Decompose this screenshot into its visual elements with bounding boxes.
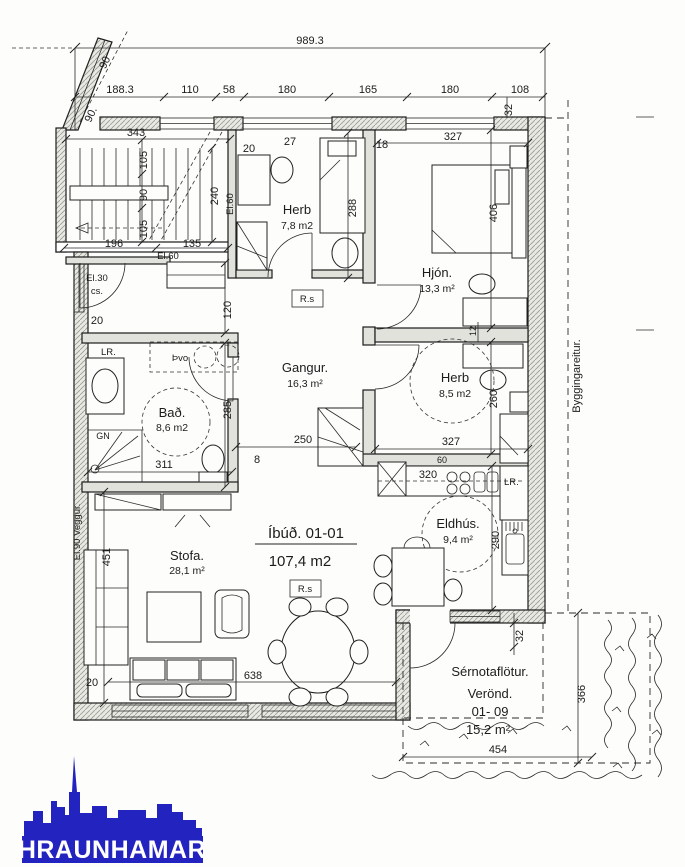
dim-327-hjon: 327	[443, 131, 463, 143]
dim-196: 196	[104, 238, 124, 250]
brand-logo	[18, 756, 206, 864]
dim-180b: 180	[440, 84, 460, 96]
herb2-furniture	[410, 339, 528, 463]
dim-108: 108	[510, 84, 530, 96]
room-hjon-name: Hjón.	[421, 265, 453, 280]
brand-name: HRAUNHAMAR	[17, 836, 207, 864]
logo-skyline	[24, 756, 202, 838]
dim-250: 250	[293, 434, 313, 446]
dim-366: 366	[576, 684, 588, 704]
entry	[80, 262, 225, 308]
veranda-label: Sérnotaflötur.	[451, 664, 529, 679]
dim-20-bad: 20	[90, 315, 104, 327]
lr-eldhus-label: LR.	[504, 477, 519, 488]
dim-285: 285	[222, 400, 234, 420]
room-herb2-area: 8,5 m2	[438, 388, 472, 400]
room-stofa-area: 28,1 m²	[169, 565, 205, 577]
room-eldhus-area: 9,4 m²	[443, 534, 473, 546]
dim-12: 12	[468, 325, 478, 337]
top-windows	[160, 118, 494, 129]
veranda-area: 15,2 m²	[465, 722, 511, 737]
dim-105a: 105	[138, 150, 150, 170]
dim-60: 60	[436, 455, 448, 465]
veranda-name: Verönd.	[467, 686, 513, 701]
room-herb1-name: Herb	[282, 202, 312, 217]
rs-label-1: R.s	[299, 294, 315, 305]
dim-110: 110	[181, 84, 199, 96]
veranda-labels	[451, 664, 528, 737]
dim-260: 260	[488, 389, 500, 409]
el60-h-label: El.60	[157, 251, 179, 262]
thvo-label: Þvo	[171, 353, 189, 364]
lr-bad-label: LR.	[101, 347, 116, 358]
room-stofa-name: Stofa.	[170, 548, 204, 563]
dim-240: 240	[209, 186, 221, 206]
dim-638: 638	[243, 670, 263, 682]
dim-105b: 105	[138, 219, 150, 239]
dim-290: 290	[490, 530, 502, 550]
dim-180a: 180	[277, 84, 297, 96]
room-herb2-name: Herb	[440, 370, 470, 385]
hjon-furniture	[432, 146, 527, 326]
dim-327-herb2: 327	[441, 436, 461, 448]
el60-v-label: El.60	[225, 193, 236, 215]
room-gangur-name: Gangur.	[281, 360, 329, 375]
dim-90-diag1: 90	[97, 54, 114, 71]
dim-120: 120	[222, 300, 234, 320]
dim-20-herb: 20	[242, 143, 256, 155]
room-eldhus-name: Eldhús.	[436, 516, 480, 531]
dim-343: 343	[126, 127, 146, 139]
hall-closet	[318, 408, 363, 466]
el30-label: El.30	[86, 273, 108, 284]
dim-90-stair: 90	[138, 188, 150, 202]
veranda-id: 01- 09	[471, 704, 509, 719]
rs-label-2: R.s	[297, 584, 313, 595]
room-herb1-area: 7,8 m2	[280, 220, 314, 232]
dim-27: 27	[283, 136, 297, 148]
dim-406: 406	[488, 203, 500, 223]
dim-58: 58	[222, 84, 236, 96]
dim-454: 454	[488, 744, 508, 756]
dim-8: 8	[253, 454, 261, 466]
dim-320: 320	[418, 469, 438, 481]
dim-32-door: 32	[514, 629, 526, 643]
gn-label: GN	[96, 431, 110, 441]
room-bad-area: 8,6 m2	[155, 422, 189, 434]
el90-label: El.90 Veggur.	[72, 503, 83, 561]
dim-288: 288	[347, 198, 359, 218]
byggingareitur-label: Byggingareitur.	[571, 339, 583, 413]
unit-area: 107,4 m2	[268, 553, 332, 570]
dim-165: 165	[358, 84, 378, 96]
dim-451: 451	[101, 547, 113, 567]
dim-20-bottomleft: 20	[85, 677, 99, 689]
dim-90-diag2: 90.	[82, 105, 100, 125]
dim-135: 135	[182, 238, 202, 250]
dim-32-topright: 32	[503, 103, 515, 117]
unit-id: Íbúð. 01-01	[268, 525, 344, 542]
room-gangur-area: 16,3 m²	[287, 378, 323, 390]
cs-label: cs.	[90, 286, 104, 297]
room-hjon-area: 13,3 m²	[419, 283, 455, 295]
dim-188: 188.3	[106, 84, 134, 96]
dim-18: 18	[375, 139, 389, 151]
dim-overall: 989.3	[296, 35, 324, 47]
room-bad-name: Bað.	[158, 405, 186, 420]
dim-311: 311	[155, 459, 173, 471]
